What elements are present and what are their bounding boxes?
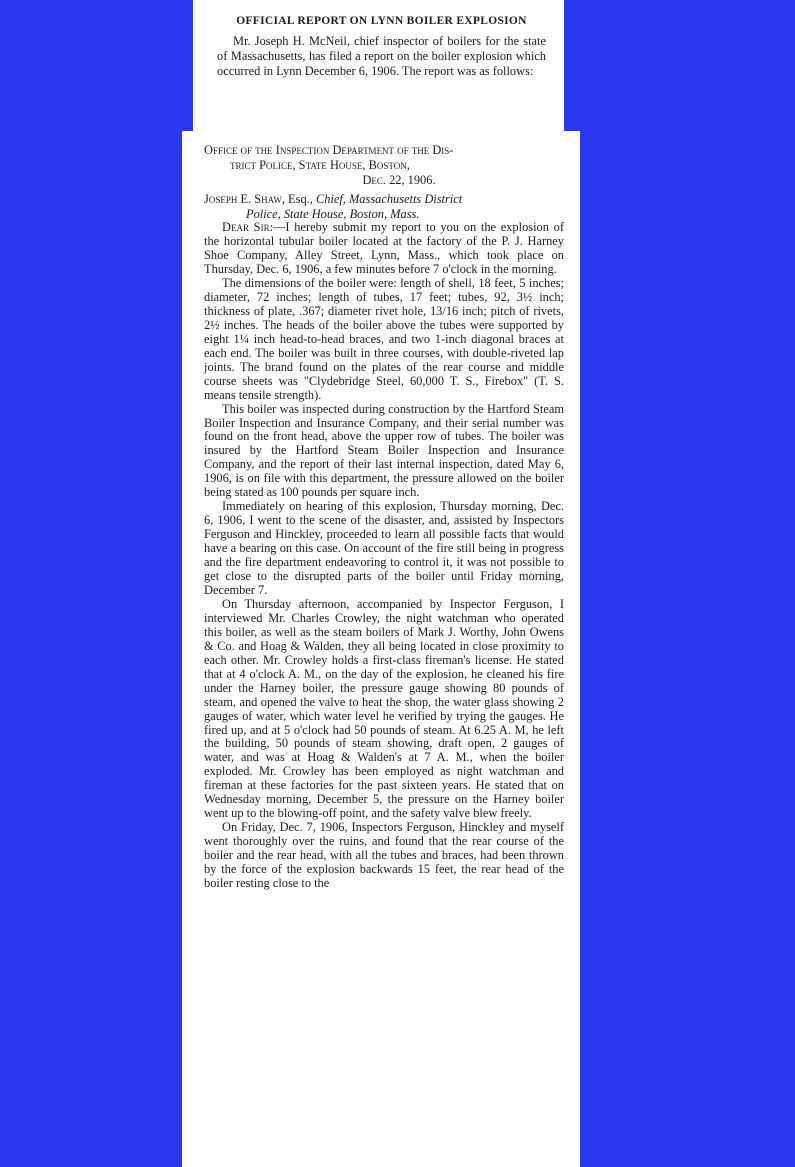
article-heading: OFFICIAL REPORT ON LYNN BOILER EXPLOSION xyxy=(236,15,527,27)
addressee-role: Chief, Massachusetts District xyxy=(315,192,463,206)
office-line-1: Office of the Inspection Department of the Dis- xyxy=(204,143,454,157)
article-intro-clipping xyxy=(193,0,564,135)
report-letter-clipping xyxy=(182,131,580,1167)
letter-date: Dec. 22, 1906. xyxy=(362,173,436,187)
letter-paragraph-1 xyxy=(204,221,564,277)
paragraph-1-text: —I hereby submit my report to you on the explosion of the horizontal tubular boiler located at the factory of the P. J. Harney Shoe Company, Alley Street, Lynn, Mass., which took place on Thursday, Dec. 6, 1906, a few minutes before 7 o'clock in the morning. xyxy=(204,220,564,277)
letter-paragraph-5: On Thursday afternoon, accompanied by Inspector Ferguson, I interviewed Mr. Charles Crowley, the night watchman who operated this boiler, as well as the steam boilers of Mark J. Worthy, John Owens & Co. and Hoag & Walden, they all being located in close proximity to each other. Mr. Crowley holds a first-class fireman's license. He stated that at 4 o'clock A. M., on the day of the explosion, he cleaned his fire under the Harney boiler, the pressure gauge showing 80 pounds of steam, and opened the valve to heat the shop, the water glass showing 2 gauges of water, which water level he verified by trying the gauges. He fired up, and at 5 o'clock had 50 pounds of steam. At 6.25 A. M, he left the building, 50 pounds of steam showing, draft open, 2 gauges of water, and was at Hoag & Walden's at 7 A. M., when the boiler exploded. Mr. Crowley has been employed as night watchman and fireman at these factories for the past sixteen years. He stated that on Wednesday morning, December 5, the pressure on the Harney boiler went up to the blowing-off point, and the safety valve blew freely. xyxy=(204,596,564,821)
letter-paragraph-6: On Friday, Dec. 7, 1906, Inspectors Ferguson, Hinckley and myself went thoroughly over the ruins, and found that the rear course of the boiler and the rear head, with all the tubes and braces, had been thrown by the force of the explosion backwards 15 feet, the rear head of the boiler resting close to the xyxy=(204,820,564,890)
letter-paragraph-4: Immediately on hearing of this explosion, Thursday morning, Dec. 6, 1906, I went to the scene of the disaster, and, assisted by Inspectors Ferguson and Hinckley, proceeded to learn all possible facts that would have a bearing on this case. On account of the fire still being in progress and the fire department endeavoring to control it, it was not possible to get close to the disrupted parts of the boiler until Friday morning, December 7. xyxy=(204,499,564,597)
addressee-address: Police, State House, Boston, Mass. xyxy=(246,206,420,221)
letter-paragraph-3: This boiler was inspected during construction by the Hartford Steam Boiler Inspection and Insurance Company, and their serial number was found on the front head, above the upper row of tubes. The boiler was insured by the Hartford Steam Boiler Inspection and Insurance Company, and the report of their last internal inspection, dated May 6, 1906, is on file with this department, the pressure allowed on the boiler being stated as 100 pounds per square inch. xyxy=(204,401,564,500)
office-line-2: trict Police, State House, Boston, xyxy=(230,158,410,172)
addressee-block xyxy=(204,192,564,221)
office-header xyxy=(204,143,564,188)
salutation: Dear Sir: xyxy=(222,220,274,235)
addressee-title: , Esq., xyxy=(281,192,316,206)
addressee-name: Joseph E. Shaw xyxy=(204,192,282,206)
intro-paragraph: Mr. Joseph H. McNeil, chief inspector of boilers for the state of Massachusetts, has filed a report on the boiler explosion which occurred in Lynn December 6, 1906. The report was as follows: xyxy=(217,34,546,79)
letter-paragraph-2: The dimensions of the boiler were: length of shell, 18 feet, 5 inches; diameter, 72 inches; length of tubes, 17 feet; tubes, 92, 3½ inch; thickness of plate, .367; diameter rivet hole, 13/16 inch; pitch of rivets, 2½ inches. The heads of the boiler above the tubes were supported by eight 1¼ inch head-to-head braces, and two 1-inch diagonal braces at each end. The boiler was built in three courses, with double-riveted lap joints. The brand found on the plates of the rear course and middle course sheets was "Clydebridge Steel, 60,000 T. S., Firebox" (T. S. means tensile strength). xyxy=(204,276,564,402)
